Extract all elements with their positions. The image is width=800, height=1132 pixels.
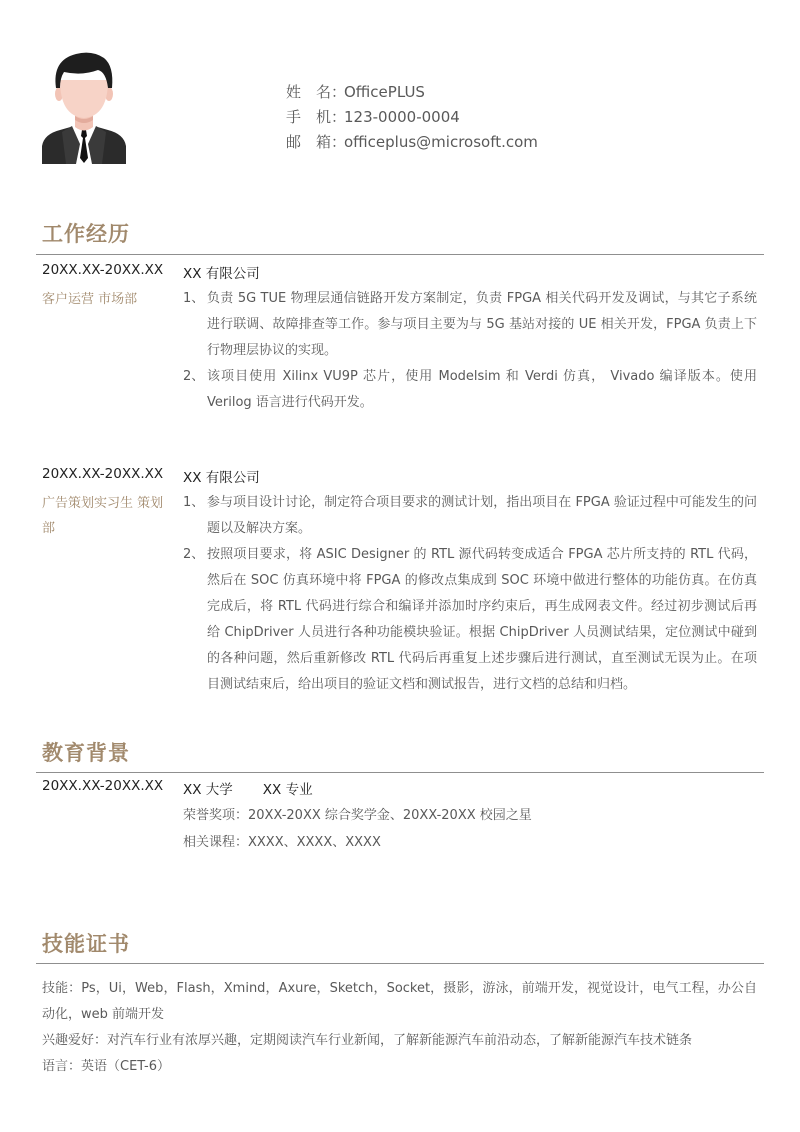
list-item — [183, 286, 757, 364]
phone-label: 手 机： — [286, 108, 347, 126]
person-avatar-icon — [42, 50, 126, 164]
education-school-line — [183, 778, 313, 798]
work-date: 20XX.XX-20XX.XX — [42, 262, 164, 278]
duty-text: 负责 5G TUE 物理层通信链路开发方案制定，负责 FPGA 相关代码开发及调试，与其它子系统进行联调、故障排查等工作。参与项目主要为与 5G 基站对接的 UE 相关开发，FPGA 负责上下行物理层协议的实现。 — [207, 291, 757, 358]
list-item — [183, 490, 757, 542]
hobby-text: 兴趣爱好：对汽车行业有浓厚兴趣，定期阅读汽车行业新闻，了解新能源汽车前沿动态，了解新能源汽车技术链条 — [42, 1033, 693, 1048]
phone-value: 123-0000-0004 — [344, 108, 460, 126]
duty-text: 按照项目要求，将 ASIC Designer 的 RTL 源代码转变成适合 FPGA 芯片所支持的 RTL 代码，然后在 SOC 仿真环境中将 FPGA 的修改点集成到 SOC 环境中做进行整体的功能仿真。在仿真完成后，将 RTL 代码进行综合和编译并添加时序约束后，再生成网表文件。经过初步测试后再给 ChipDriver 人员进行各种功能模块验证。根据 ChipDriver 人员测试结果，定位测试中碰到的各种问题，然后重新修改 RTL 代码后再重复上述步骤后进行测试，直至测试无误为止。在项目测试结束后，给出项目的验证文档和测试报告，进行文档的总结和归档。 — [207, 547, 757, 692]
list-item — [183, 364, 757, 416]
work-company: XX 有限公司 — [183, 470, 260, 486]
email-row — [286, 130, 538, 155]
phone-row — [286, 105, 538, 130]
list-item — [183, 542, 757, 698]
avatar — [42, 50, 126, 164]
work-date: 20XX.XX-20XX.XX — [42, 466, 164, 482]
contact-info — [286, 80, 538, 155]
section-title-work: 工作经历 — [42, 222, 130, 246]
list-number: 1、 — [183, 495, 205, 510]
work-duties — [183, 490, 757, 698]
email-label: 邮 箱： — [286, 133, 347, 151]
section-title-skills: 技能证书 — [42, 932, 130, 956]
education-major: XX 专业 — [262, 782, 313, 798]
section-title-education: 教育背景 — [42, 741, 130, 765]
education-courses: 相关课程：XXXX、XXXX、XXXX — [183, 835, 381, 850]
skills-block — [42, 976, 757, 1080]
section-divider — [36, 772, 764, 773]
list-number: 1、 — [183, 291, 205, 306]
work-role: 客户运营 市场部 — [42, 292, 138, 307]
name-row — [286, 80, 538, 105]
work-company: XX 有限公司 — [183, 266, 260, 282]
section-divider — [36, 963, 764, 964]
email-value: officeplus@microsoft.com — [344, 133, 538, 151]
name-value: OfficePLUS — [344, 83, 425, 101]
skills-text: 技能：Ps，Ui，Web，Flash，Xmind，Axure，Sketch，Socket，摄影，游泳，前端开发，视觉设计，电气工程，办公自动化，web 前端开发 — [42, 981, 757, 1022]
duty-text: 该项目使用 Xilinx VU9P 芯片，使用 Modelsim 和 Verdi 仿真， Vivado 编译版本。使用 Verilog 语言进行代码开发。 — [207, 369, 757, 410]
education-honors: 荣誉奖项：20XX-20XX 综合奖学金、20XX-20XX 校园之星 — [183, 808, 532, 823]
education-school: XX 大学 — [183, 782, 233, 798]
section-divider — [36, 254, 764, 255]
work-role: 广告策划实习生 策划部 — [42, 496, 164, 536]
work-duties — [183, 286, 757, 416]
list-number: 2、 — [183, 369, 205, 384]
duty-text: 参与项目设计讨论，制定符合项目要求的测试计划，指出项目在 FPGA 验证过程中可能发生的问题以及解决方案。 — [207, 495, 757, 536]
name-label: 姓 名： — [286, 83, 347, 101]
list-number: 2、 — [183, 547, 205, 562]
language-text: 语言：英语（CET-6） — [42, 1059, 171, 1074]
education-date: 20XX.XX-20XX.XX — [42, 778, 164, 794]
